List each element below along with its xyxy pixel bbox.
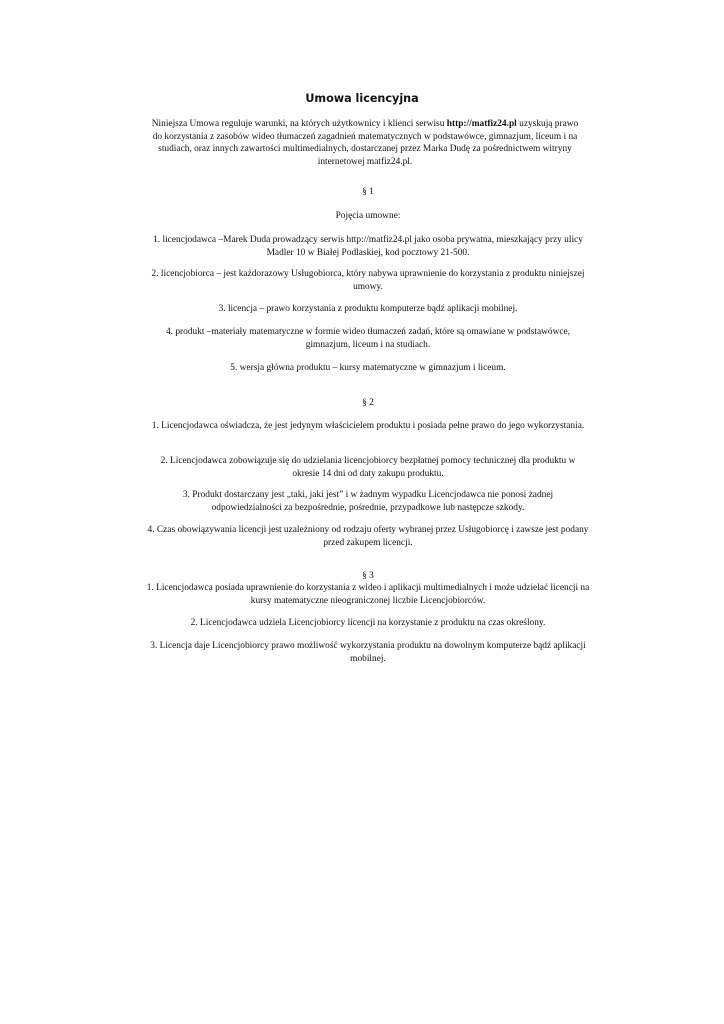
section-1-subheading: Pojęcia umowne: <box>335 211 401 221</box>
section-1-item-4: 4. produkt –materiały matematyczne w formie wideo tłumaczeń zadań, które są omawiane w podstawówce, gimnazjum, liceum i na studiach. <box>165 327 571 350</box>
intro-text-after: uzyskują prawo do korzystania z zasobów wideo tłumaczeń zagadnień matematycznych w podstawówce, gimnazjum, liceum i na studiach, oraz innych zawartości multimedialnych, dostarczanej przez Marka Dudę za pośrednictwem witryny internetowej matfiz24.pl. <box>152 119 579 167</box>
section-2-item-3: 3. Produkt dostarczany jest „taki, jaki jest” i w żadnym wypadku Licencjodawca nie ponosi żadnej odpowiedzialności za bezpośrednie, pośrednie, przypadkowe lub następcze szkody. <box>182 490 554 513</box>
section-1-item-1: 1. licencjodawca –Marek Duda prowadzący serwis http://matfiz24.pl jako osoba prywatna, mieszkający przy ulicy Madler 10 w Białej Podlaskiej, kod pocztowy 21-500. <box>153 235 583 258</box>
section-3-item-1: 1. Licencjodawca posiada uprawnienie do korzystania z wideo i aplikacji multimedialnych i może udzielać licencji na kursy matematyczne nieograniczonej liczbie Licencjobiorców. <box>146 583 590 606</box>
intro-link: http://matfiz24.pl <box>446 119 517 129</box>
section-2-item-2: 2. Licencjodawca zobowiązuje się do udzielania licencjobiorcy bezpłatnej pomocy technicznej dla produktu w okresie 14 dni od daty zakupu produktu. <box>160 456 576 479</box>
section-2-item-4: 4. Czas obowiązywania licencji jest uzależniony od rodzaju oferty wybranej przez Usługobiorcę i zawsze jest podany przed zakupem licencji. <box>147 525 589 548</box>
section-3-heading: § 3 <box>362 571 374 581</box>
section-1-heading: § 1 <box>362 187 374 197</box>
section-3-item-3: 3. Licencja daje Licencjobiorcy prawo możliwość wykorzystania produktu na dowolnym komputerze bądź aplikacji mobilnej. <box>150 641 586 664</box>
section-1-item-5: 5. wersja główna produktu – kursy matematyczne w gimnazjum i liceum. <box>230 363 506 373</box>
section-1-item-2: 2. licencjobiorca – jest każdorazowy Usługobiorca, który nabywa uprawnienie do korzystania z produktu niniejszej umowy. <box>151 269 585 292</box>
section-2-heading: § 2 <box>362 398 374 408</box>
document-title: Umowa licencyjna <box>305 92 419 105</box>
intro-text-before: Niniejsza Umowa reguluje warunki, na których użytkownicy i klienci serwisu <box>151 119 447 129</box>
section-3-item-2: 2. Licencjodawca udziela Licencjobiorcy licencji na korzystanie z produktu na czas określony. <box>190 618 546 628</box>
intro-paragraph <box>150 118 580 168</box>
section-2-item-1: 1. Licencjodawca oświadcza, że jest jedynym właścicielem produktu i posiada pełne prawo do jego wykorzystania. <box>151 421 585 431</box>
section-1-item-3: 3. licencja – prawo korzystania z produktu komputerze bądź aplikacji mobilnej. <box>218 304 518 314</box>
